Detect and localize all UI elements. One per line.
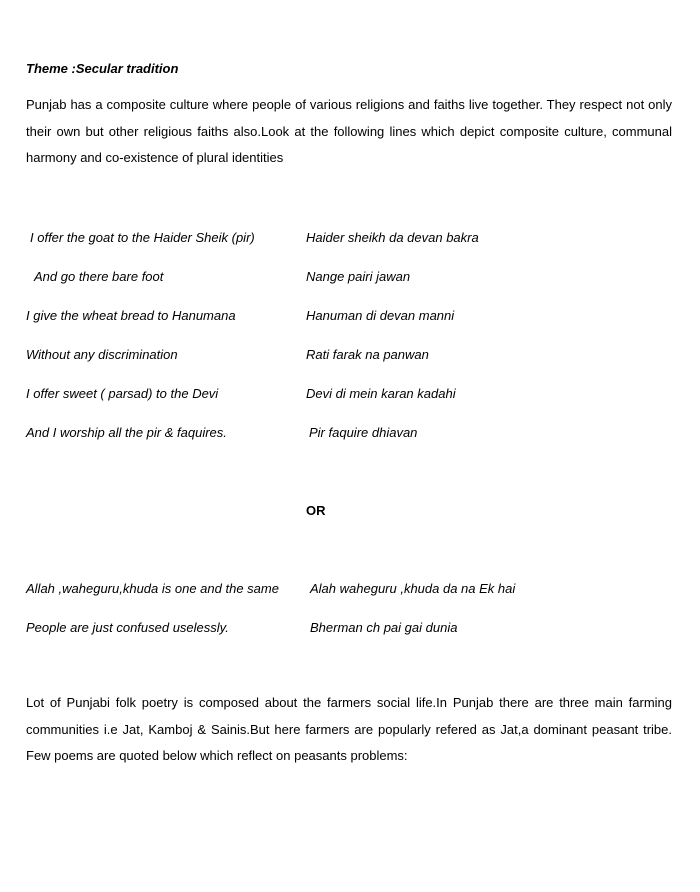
poem1-punjabi-line: Pir faquire dhiavan	[309, 425, 418, 440]
poem1-punjabi-line: Hanuman di devan manni	[306, 308, 455, 323]
poem1-english-line: And go there bare foot	[34, 269, 164, 284]
intro-paragraph: Punjab has a composite culture where people of various religions and faiths live together. They respect not only their own but other religious faiths also.Look at the following lines which depict composite culture, communal harmony and co-existence of plural identities	[26, 97, 672, 165]
poem2-english-line: People are just confused uselessly.	[26, 620, 229, 635]
outro-paragraph: Lot of Punjabi folk poetry is composed about the farmers social life.In Punjab there are three main farming communities i.e Jat, Kamboj & Sainis.But here farmers are popularly refered as Jat,a dominant peasant tribe. Few poems are quoted below which reflect on peasants problems:	[26, 695, 672, 763]
poem1-punjabi-line: Nange pairi jawan	[306, 269, 411, 284]
poem1-english-line: I give the wheat bread to Hanumana	[26, 308, 236, 323]
poem1-english-line: I offer the goat to the Haider Sheik (pir)	[30, 230, 255, 245]
poem1-punjabi-line: Rati farak na panwan	[306, 347, 429, 362]
poem1-punjabi-line: Devi di mein karan kadahi	[306, 386, 456, 401]
section-heading: Theme :Secular tradition	[26, 61, 179, 76]
poem2-punjabi-line: Bherman ch pai gai dunia	[310, 620, 458, 635]
poem1-english-line: And I worship all the pir & faquires.	[26, 425, 227, 440]
poem1-english-line: Without any discrimination	[26, 347, 178, 362]
or-separator: OR	[306, 503, 326, 518]
poem2-punjabi-line: Alah waheguru ,khuda da na Ek hai	[310, 581, 516, 596]
poem2-english-line: Allah ,waheguru,khuda is one and the same	[26, 581, 279, 596]
poem1-english-line: I offer sweet ( parsad) to the Devi	[26, 386, 219, 401]
poem1-punjabi-line: Haider sheikh da devan bakra	[306, 230, 479, 245]
